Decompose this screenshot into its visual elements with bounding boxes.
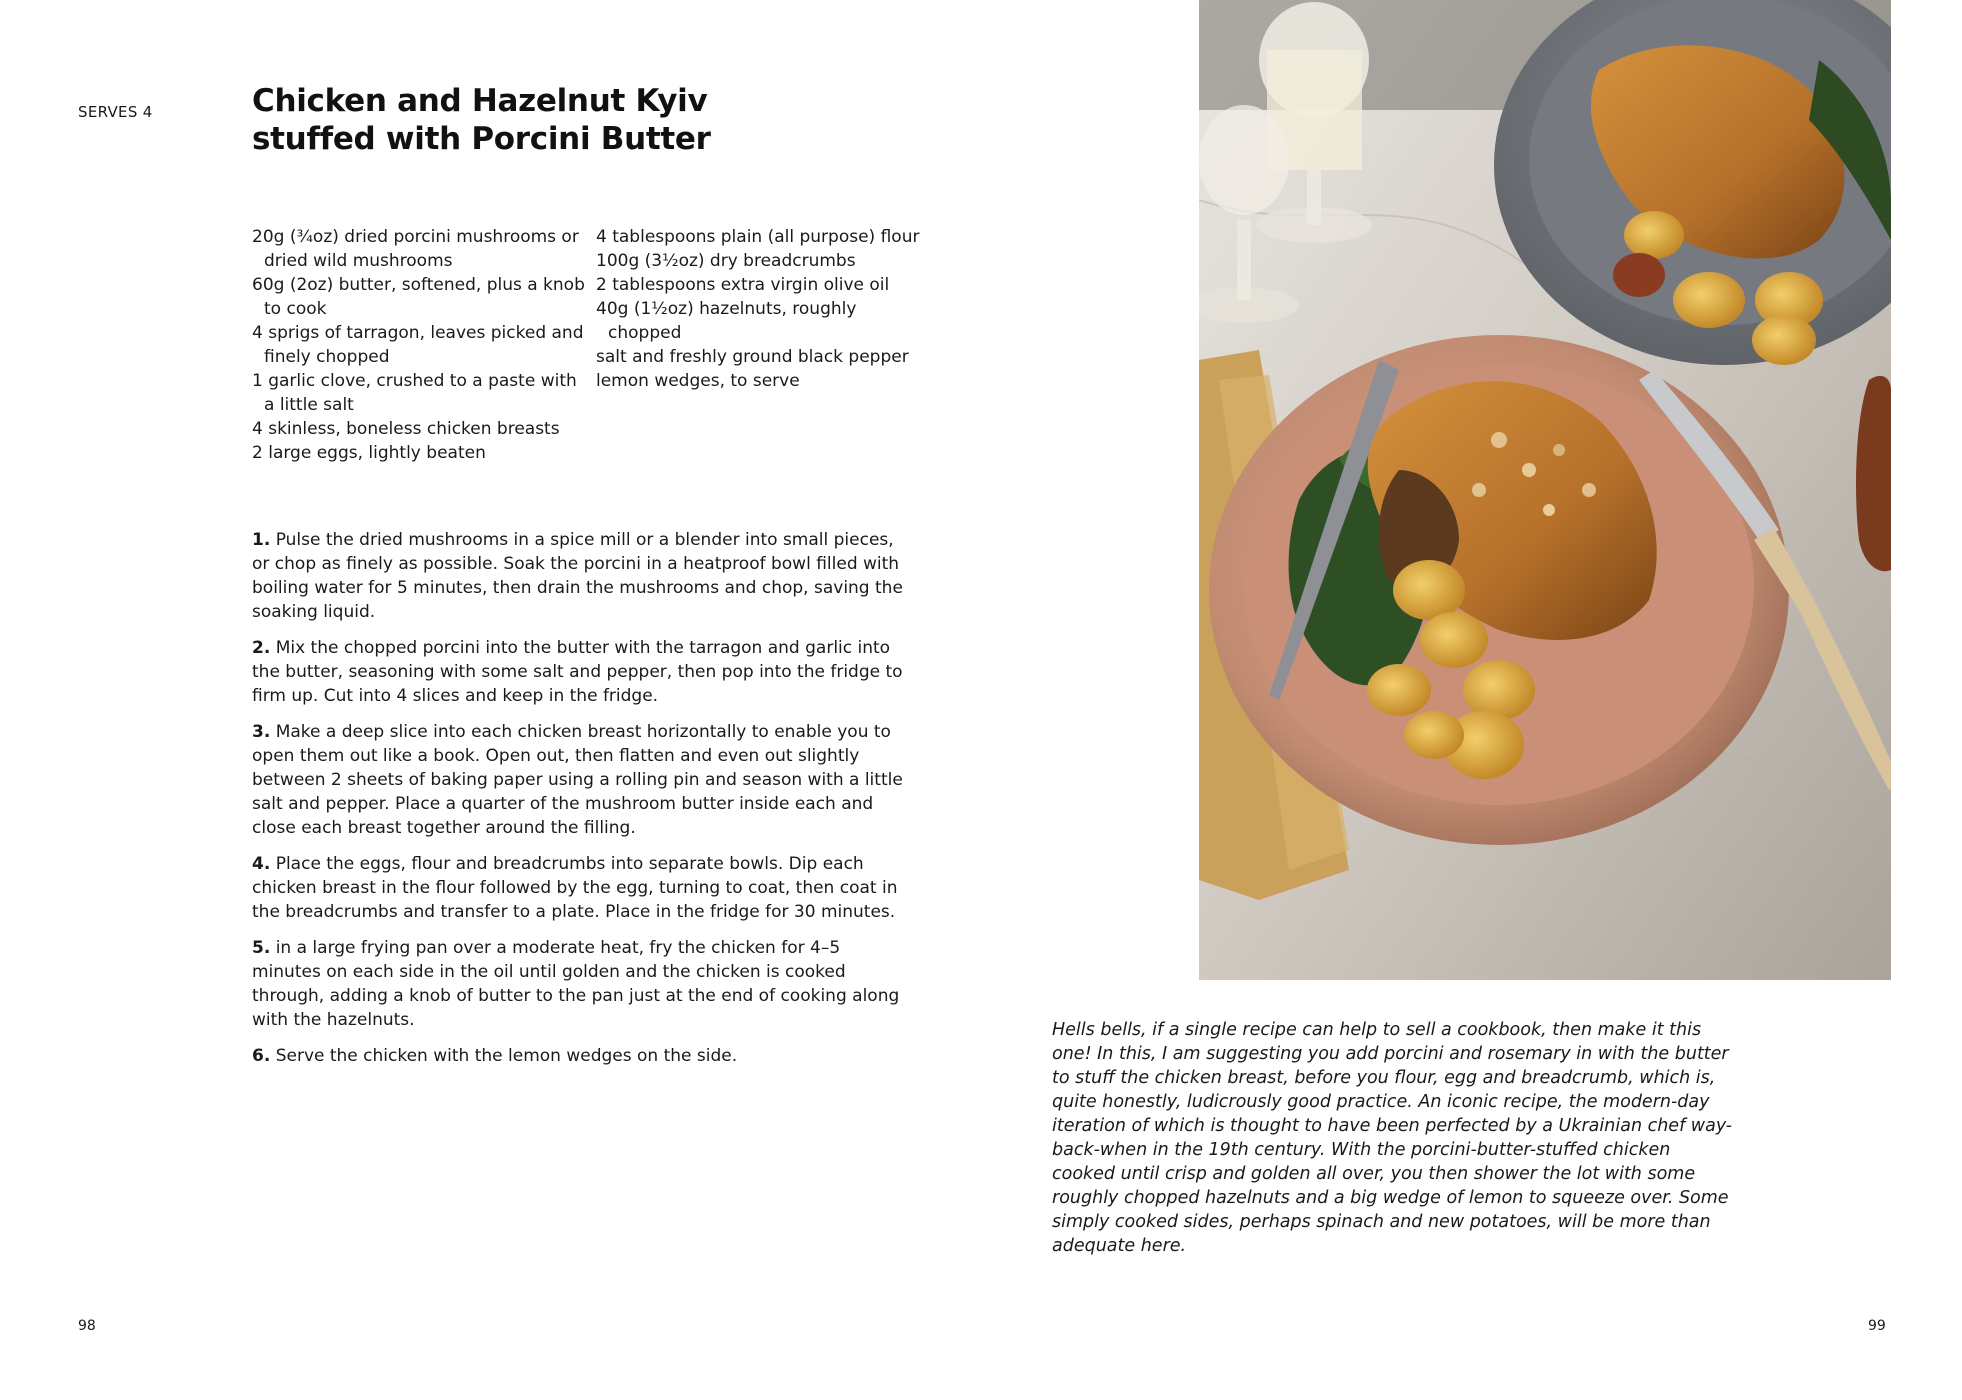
ingredient-item: 40g (1½oz) hazelnuts, roughly chopped xyxy=(596,299,857,343)
page-number-right: 99 xyxy=(1868,1318,1886,1334)
step-number: 1. xyxy=(252,530,271,550)
recipe-title xyxy=(252,82,772,158)
method-steps xyxy=(252,528,912,1080)
ingredient-item: 20g (¾oz) dried porcini mushrooms or dried wild mushrooms xyxy=(252,227,579,271)
method-step xyxy=(252,936,912,1032)
ingredient-item: 4 tablespoons plain (all purpose) flour xyxy=(596,227,920,247)
ingredient-item: 2 tablespoons extra virgin olive oil xyxy=(596,275,890,295)
step-text: Serve the chicken with the lemon wedges on the side. xyxy=(275,1046,738,1066)
title-line-2: stuffed with Porcini Butter xyxy=(252,121,711,157)
ingredient-item: 2 large eggs, lightly beaten xyxy=(252,443,486,463)
ingredient-item: 60g (2oz) butter, softened, plus a knob to cook xyxy=(252,275,585,319)
ingredients-column-1 xyxy=(252,225,587,465)
step-text: in a large frying pan over a moderate heat, fry the chicken for 4–5 minutes on each side in the oil until golden and the chicken is cooked through, adding a knob of butter to the pan just at the end of cooking along with the hazelnuts. xyxy=(252,938,900,1030)
page-number-left: 98 xyxy=(78,1318,96,1334)
ingredients-column-2 xyxy=(596,225,926,393)
title-line-1: Chicken and Hazelnut Kyiv xyxy=(252,83,708,119)
step-text: Place the eggs, flour and breadcrumbs into separate bowls. Dip each chicken breast in the flour followed by the egg, turning to coat, then coat in the breadcrumbs and transfer to a plate. Place in the fridge for 30 minutes. xyxy=(252,854,898,922)
ingredient-item: 4 skinless, boneless chicken breasts xyxy=(252,419,560,439)
step-number: 3. xyxy=(252,722,271,742)
food-photo xyxy=(1199,0,1891,980)
ingredient-item: 100g (3½oz) dry breadcrumbs xyxy=(596,251,856,271)
serves-label: SERVES 4 xyxy=(78,103,153,121)
ingredient-item: salt and freshly ground black pepper xyxy=(596,347,909,367)
step-number: 2. xyxy=(252,638,271,658)
ingredient-item: lemon wedges, to serve xyxy=(596,371,800,391)
step-number: 5. xyxy=(252,938,271,958)
recipe-intro: Hells bells, if a single recipe can help to sell a cookbook, then make it this one! In this, I am suggesting you add porcini and rosemary in with the butter to stuff the chicken breast, before you flour, egg and breadcrumb, which is, quite honestly, ludicrously good practice. An iconic recipe, the modern-day iteration of which is thought to have been perfected by a Ukrainian chef way-back-when in the 19th century. With the porcini-butter-stuffed chicken cooked until crisp and golden all over, you then shower the lot with some roughly chopped hazelnuts and a big wedge of lemon to squeeze over. Some simply cooked sides, perhaps spinach and new potatoes, will be more than adequate here. xyxy=(1052,1020,1732,1256)
method-step xyxy=(252,1044,912,1068)
ingredient-item: 1 garlic clove, crushed to a paste with a little salt xyxy=(252,371,577,415)
ingredient-item: 4 sprigs of tarragon, leaves picked and finely chopped xyxy=(252,323,584,367)
step-number: 6. xyxy=(252,1046,271,1066)
food-photo-icon xyxy=(1199,0,1891,980)
step-text: Mix the chopped porcini into the butter with the tarragon and garlic into the butter, seasoning with some salt and pepper, then pop into the fridge to firm up. Cut into 4 slices and keep in the fridge. xyxy=(252,638,903,706)
method-step xyxy=(252,636,912,708)
step-text: Make a deep slice into each chicken breast horizontally to enable you to open them out like a book. Open out, then flatten and even out slightly between 2 sheets of baking paper using a rolling pin and season with a little salt and pepper. Place a quarter of the mushroom butter inside each and close each breast together around the filling. xyxy=(252,722,903,838)
step-text: Pulse the dried mushrooms in a spice mill or a blender into small pieces, or chop as finely as possible. Soak the porcini in a heatproof bowl filled with boiling water for 5 minutes, then drain the mushrooms and chop, saving the soaking liquid. xyxy=(252,530,903,622)
method-step xyxy=(252,528,912,624)
method-step xyxy=(252,720,912,840)
step-number: 4. xyxy=(252,854,271,874)
method-step xyxy=(252,852,912,924)
